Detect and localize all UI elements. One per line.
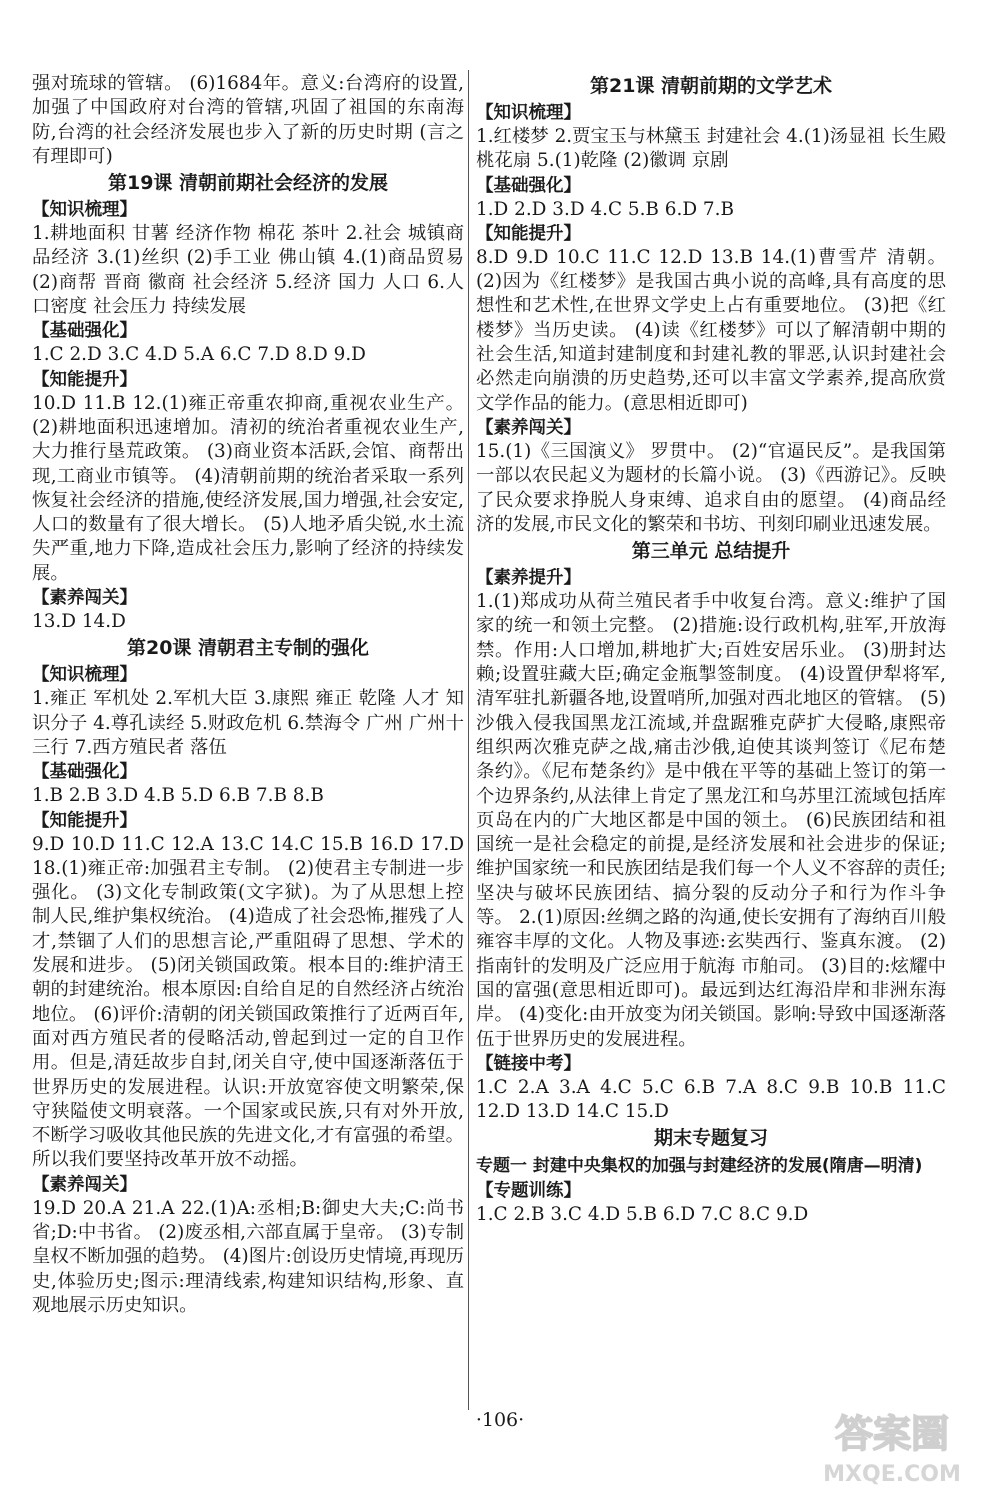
lesson-19-challenge-answers: 13.D 14.D	[32, 611, 126, 633]
intro-text: 强对琉球的管辖。 (6)1684年。意义:台湾府的设置,加强了中国政府对台湾的管辖,巩固了祖国的东南海防,台湾的社会经济发展也步入了新的历史时期 (言之有理即可)	[32, 73, 464, 167]
lesson-21-basic-answers: 1.D 2.D 3.D 4.C 5.B 6.D 7.B	[476, 198, 734, 220]
watermark-url: MXQE.COM	[823, 1462, 961, 1487]
lesson-20-title: 第20课 清朝君主专制的强化	[126, 637, 370, 660]
section-heading: 【知能提升】	[32, 369, 137, 390]
unit-3-exam-answers: 1.C 2.A 3.A 4.C 5.C 6.B 7.A 8.C 9.B 10.B 11.C 12.D 13.D 14.C 15.D	[476, 1076, 946, 1123]
lesson-20-improve-answers: 9.D 10.D 11.C 12.A 13.C 14.C 15.B 16.D 17.D 18.(1)雍正帝:加强君主专制。 (2)使君主专制进一步强化。 (3)文化专制政策(文字狱)。为了从思想上控制人民,维护集权统治。 (4)造成了社会恐怖,摧残了人才,禁锢了人们的思想言论,严重阻碍了思想、学术的发展和进步。 (5)闭关锁国政策。根本目的:维护清王朝的封建统治。根本原因:自给自足的自然经济占统治地位。 (6)评价:清朝的闭关锁国政策推行了近两百年,面对西方殖民者的侵略活动,曾起到过一定的自卫作用。但是,清廷故步自封,闭关自守,使中国逐渐落伍于世界历史的发展进程。认识:开放宽容使文明繁荣,保守狭隘使文明衰落。一个国家或民族,只有对外开放,不断学习吸收其他民族的先进文化,才有富强的希望。所以我们要坚持改革开放不动摇。	[32, 833, 464, 1171]
watermark-logo	[792, 1405, 982, 1487]
section-heading: 【知识梳理】	[32, 200, 137, 221]
topic-1-title: 专题一 封建中央集权的加强与封建经济的发展(隋唐—明清)	[476, 1156, 923, 1177]
lesson-19-title: 第19课 清朝前期社会经济的发展	[107, 172, 389, 195]
section-heading: 【基础强化】	[32, 321, 137, 342]
left-column	[32, 72, 464, 1318]
section-heading: 【基础强化】	[476, 175, 581, 196]
column-divider	[468, 70, 469, 1410]
section-heading: 【素养提升】	[476, 568, 581, 589]
section-heading: 【知能提升】	[476, 223, 581, 244]
lesson-19-basic-answers: 1.C 2.D 3.C 4.D 5.A 6.C 7.D 8.D 9.D	[32, 344, 366, 366]
watermark-logo-text: 答案圈	[834, 1412, 950, 1456]
lesson-19-knowledge: 1.耕地面积 甘薯 经济作物 棉花 茶叶 2.社会 城镇商品经济 3.(1)丝织 (2)手工业 佛山镇 4.(1)商品贸易 (2)商帮 晋商 徽商 社会经济 5.经济 国力 人口 6.人口密度 社会压力 持续发展	[32, 223, 464, 318]
lesson-20-knowledge: 1.雍正 军机处 2.军机大臣 3.康熙 雍正 乾隆 人才 知识分子 4.尊孔读经 5.财政危机 6.禁海令 广州 广州十三行 7.西方殖民者 落伍	[32, 688, 464, 758]
section-heading: 【素养闯关】	[32, 1174, 137, 1195]
lesson-21-knowledge: 1.红楼梦 2.贾宝玉与林黛玉 封建社会 4.(1)汤显祖 长生殿 桃花扇 5.(1)乾隆 (2)徽调 京剧	[476, 126, 946, 172]
section-heading: 【链接中考】	[476, 1053, 581, 1074]
right-column	[476, 72, 946, 1228]
section-heading: 【素养闯关】	[32, 588, 137, 609]
topic-1-answers: 1.C 2.B 3.C 4.D 5.B 6.D 7.C 8.C 9.D	[476, 1204, 809, 1226]
lesson-21-challenge-answers: 15.(1)《三国演义》 罗贯中。 (2)“官逼民反”。是我国第一部以农民起义为题材的长篇小说。 (3)《西游记》。反映了民众要求挣脱人身束缚、追求自由的愿望。 (4)商品经济的发展,市民文化的繁荣和书坊、刊刻印刷业迅速发展。	[476, 440, 946, 535]
section-heading: 【知识梳理】	[476, 103, 581, 123]
lesson-19-improve-answers: 10.D 11.B 12.(1)雍正帝重农抑商,重视农业生产。 (2)耕地面积迅速增加。清初的统治者重视农业生产,大力推行垦荒政策。 (3)商业资本活跃,会馆、商帮出现,工商业市镇等。 (4)清朝前期的统治者采取一系列恢复社会经济的措施,使经济发展,国力增强,社会安定,人口的数量有了很大增长。 (5)人地矛盾尖锐,水土流失严重,地力下降,造成社会压力,影响了经济的持续发展。	[32, 392, 464, 584]
lesson-20-basic-answers: 1.B 2.B 3.D 4.B 5.D 6.B 7.B 8.B	[32, 785, 324, 807]
unit-3-summary-answers: 1.(1)郑成功从荷兰殖民者手中收复台湾。意义:维护了国家的统一和领土完整。 (2)措施:设行政机构,驻军,开放海禁。作用:人口增加,耕地扩大;百姓安居乐业。 (3)册封达赖;设置驻藏大臣;确定金瓶掣签制度。 (4)设置伊犁将军,清军驻扎新疆各地,设置哨所,加强对西北地区的管辖。 (5)沙俄入侵我国黑龙江流域,并盘踞雅克萨扩大侵略,康熙帝组织两次雅克萨之战,痛击沙俄,迫使其谈判签订《尼布楚条约》。《尼布楚条约》是中俄在平等的基础上签订的第一个边界条约,从法律上肯定了黑龙江和乌苏里江流域包括库页岛在内的广大地区都是中国的领土。 (6)民族团结和祖国统一是社会稳定的前提,是经济发展和社会进步的保证;维护国家统一和民族团结是我们每一个人义不容辞的责任;坚决与破坏民族团结、搞分裂的反动分子和行为作斗争等。 2.(1)原因:丝绸之路的沟通,使长安拥有了海纳百川般雍容丰厚的文化。人物及事迹:玄奘西行、鉴真东渡。 (2)指南针的发明及广泛应用于航海 市舶司。 (3)目的:炫耀中国的富强(意思相近即可)。最远到达红海沿岸和非洲东海岸。 (4)变化:由开放变为闭关锁国。影响:导致中国逐渐落伍于世界历史的发展进程。	[476, 591, 946, 1050]
section-heading: 【专题训练】	[476, 1181, 581, 1202]
final-review-title: 期末专题复习	[653, 1127, 768, 1150]
lesson-20-challenge-answers: 19.D 20.A 21.A 22.(1)A:丞相;B:御史大夫;C:尚书省;D:中书省。 (2)废丞相,六部直属于皇帝。 (3)专制皇权不断加强的趋势。 (4)图片:创设历史情境,再现历史,体验历史;图示:理清线索,构建知识结构,形象、直观地展示历史知识。	[32, 1197, 464, 1316]
unit-3-title: 第三单元 总结提升	[631, 540, 791, 563]
page-number: ·106·	[475, 1409, 525, 1431]
section-heading: 【知识梳理】	[32, 665, 137, 686]
section-heading: 【知能提升】	[32, 810, 137, 831]
section-heading: 【基础强化】	[32, 762, 137, 783]
lesson-21-improve-answers: 8.D 9.D 10.C 11.C 12.D 13.B 14.(1)曹雪芹 清朝。 (2)因为《红楼梦》是我国古典小说的高峰,具有高度的思想性和艺术性,在世界文学史上占有重要地位。 (3)把《红楼梦》当历史读。 (4)读《红楼梦》可以了解清朝中期的社会生活,知道封建制度和封建礼教的罪恶,认识封建社会必然走向崩溃的历史趋势,还可以丰富文学素养,提高欣赏文学作品的能力。(意思相近即可)	[476, 246, 946, 414]
section-heading: 【素养闯关】	[476, 417, 581, 438]
lesson-21-title: 第21课 清朝前期的文学艺术	[589, 75, 833, 97]
